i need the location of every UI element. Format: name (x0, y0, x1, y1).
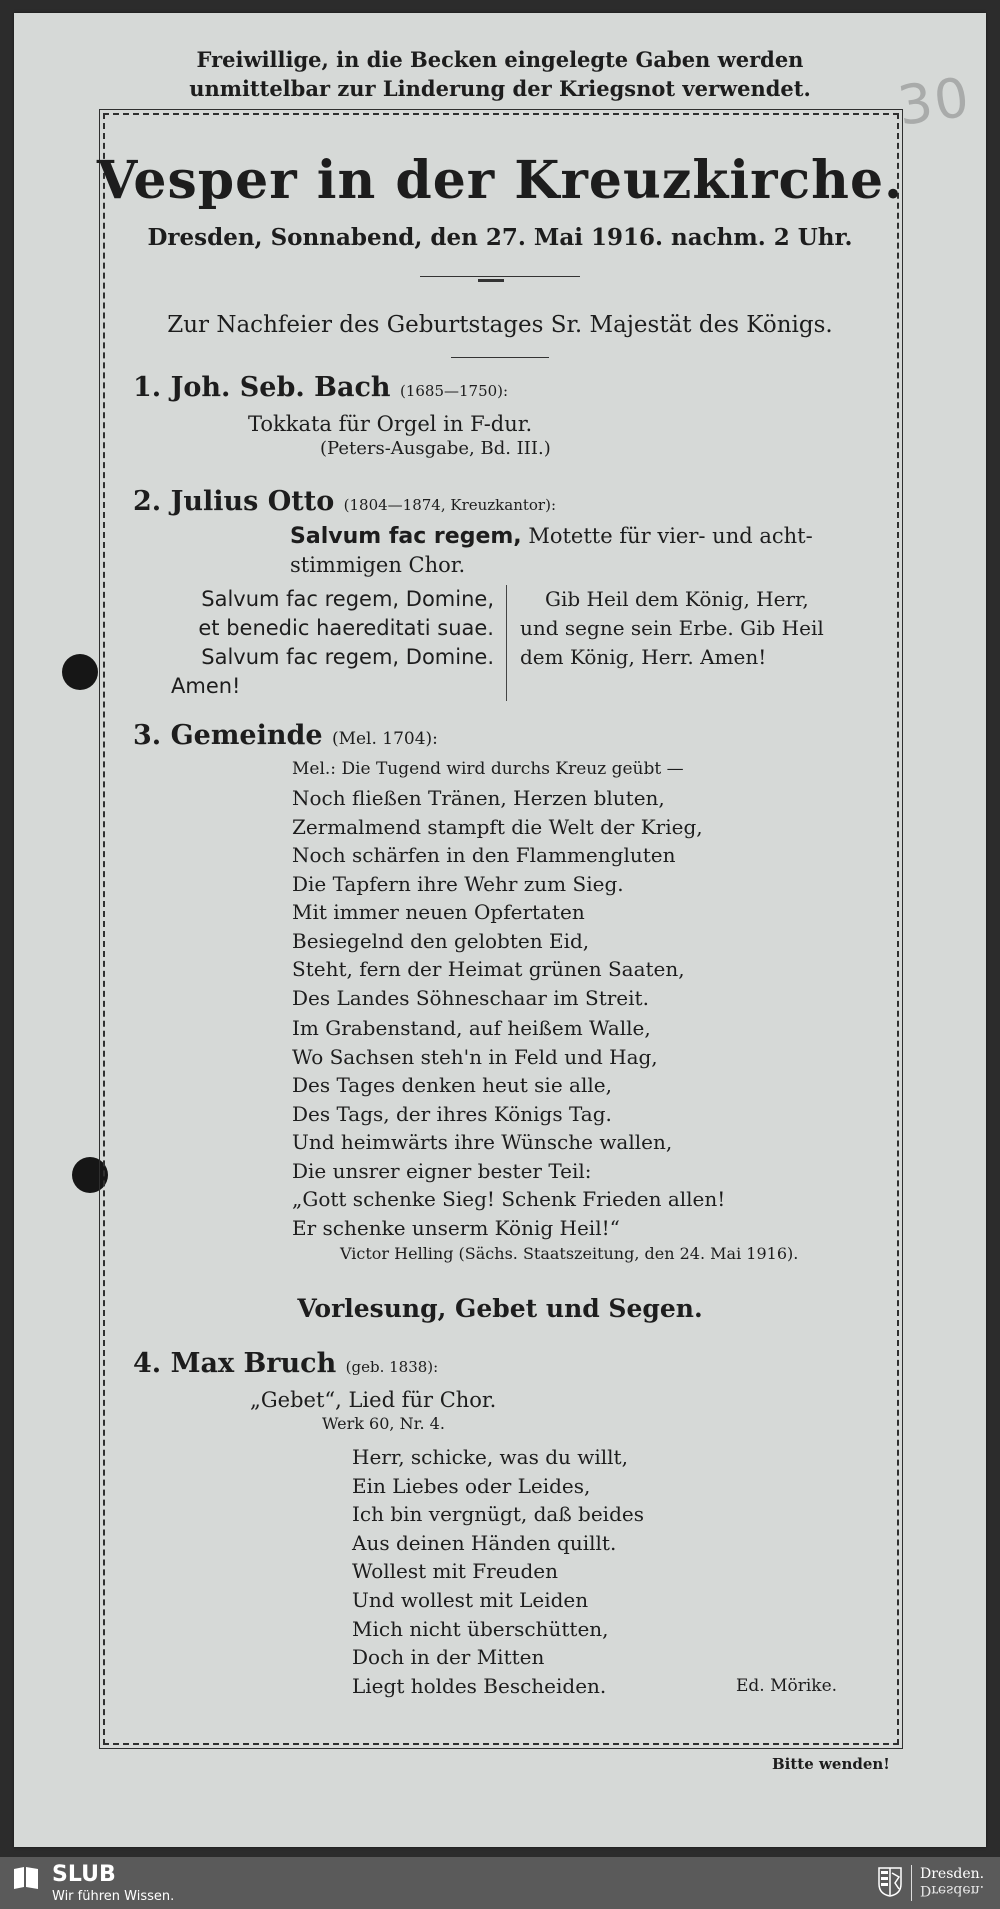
composer-dates: (1804—1874, Kreuzkantor): (343, 496, 557, 514)
item-4-opus: Werk 60, Nr. 4. (322, 1414, 445, 1433)
item-number: 2. (133, 486, 162, 517)
hymn-author: Victor Helling (Sächs. Staatszeitung, den 24. Mai 1916). (340, 1244, 799, 1263)
donation-notice-line2: unmittelbar zur Linderung der Kriegsnot verwendet. (189, 76, 811, 101)
page-title: Vesper in der Kreuzkirche. (96, 150, 904, 211)
item-1-work: Tokkata für Orgel in F-dur. (248, 412, 533, 436)
song-text (352, 1443, 644, 1700)
latin-line: et benedic haereditati suae. (198, 616, 494, 640)
item-number: 3. (133, 720, 162, 751)
composer-name: Joh. Seb. Bach (170, 372, 391, 403)
melody-line: Mel.: Die Tugend wird durchs Kreuz geübt — (292, 759, 684, 779)
composer-name: Julius Otto (170, 486, 335, 517)
latin-text (171, 585, 494, 701)
verse-line: Ein Liebes oder Leides, (352, 1473, 591, 1498)
verse-line: Er schenke unserm König Heil!“ (292, 1215, 620, 1240)
latin-line: Salvum fac regem, Domine. (201, 645, 494, 669)
city-logo-text (920, 1867, 984, 1897)
verse-line: Besiegelnd den gelobten Eid, (292, 928, 590, 953)
item-1-edition: (Peters-Ausgabe, Bd. III.) (320, 438, 551, 459)
item-2-work-line2: stimmigen Chor. (290, 553, 466, 577)
dresden-crest-icon (878, 1867, 902, 1897)
item-4-work: „Gebet“, Lied für Chor. (250, 1388, 497, 1412)
item-number: 1. (133, 372, 162, 403)
composer-dates: (1685—1750): (399, 382, 509, 400)
verse-line: Des Tags, der ihres Königs Tag. (292, 1101, 612, 1126)
city-name: Dresden. (920, 1866, 985, 1882)
punch-hole-top (62, 654, 98, 690)
slub-book-icon (12, 1866, 40, 1890)
column-divider (506, 585, 507, 701)
item-1-heading (133, 372, 508, 403)
work-description: Motette für vier- und acht- (528, 524, 813, 548)
german-line: Gib Heil dem König, Herr, (545, 587, 809, 611)
city-name-mirror: Dresden. (920, 1882, 985, 1898)
verse-line: Die unsrer eigner bester Teil: (292, 1158, 592, 1183)
verse-line: Und wollest mit Leiden (352, 1587, 589, 1612)
pencil-page-number: 30 (893, 65, 975, 138)
verse-line: Und heimwärts ihre Wünsche wallen, (292, 1130, 673, 1154)
german-line: und segne sein Erbe. Gib Heil (520, 616, 824, 640)
library-footer (0, 1857, 1000, 1909)
verse-line: Liegt holdes Bescheiden. (352, 1673, 607, 1698)
interlude-heading: Vorlesung, Gebet und Segen. (297, 1294, 703, 1323)
verse-line: Ich bin vergnügt, daß beides (352, 1502, 644, 1527)
item-3-heading (133, 720, 438, 751)
composer-dates: (geb. 1838): (345, 1358, 439, 1376)
verse-line: Noch fließen Tränen, Herzen bluten, (292, 786, 665, 810)
hymn-stanza-1 (292, 784, 703, 1012)
verse-line: Zermalmend stampft die Welt der Krieg, (292, 814, 703, 839)
occasion-line: Zur Nachfeier des Geburtstages Sr. Majestät des Königs. (167, 312, 833, 338)
poem-author: Ed. Mörike. (736, 1676, 838, 1696)
german-line: dem König, Herr. Amen! (520, 645, 767, 669)
item-2-heading (133, 486, 556, 517)
library-name: SLUB (52, 1862, 116, 1887)
verse-line: Doch in der Mitten (352, 1645, 545, 1670)
event-date: Dresden, Sonnabend, den 27. Mai 1916. nachm. 2 Uhr. (147, 224, 853, 251)
verse-line: Des Tages denken heut sie alle, (292, 1073, 612, 1097)
verse-line: Mich nicht überschütten, (352, 1616, 609, 1641)
verse-line: Im Grabenstand, auf heißem Walle, (292, 1016, 651, 1040)
divider (420, 276, 580, 277)
verse-line: Wollest mit Freuden (352, 1559, 558, 1584)
item-4-heading (133, 1348, 438, 1379)
item-2-work (290, 524, 813, 549)
divider-ornament (478, 279, 504, 282)
library-tagline: Wir führen Wissen. (52, 1889, 175, 1904)
latin-line: Salvum fac regem, Domine, (201, 587, 494, 611)
composer-name: Gemeinde (170, 720, 323, 751)
verse-line: Mit immer neuen Opfertaten (292, 900, 585, 924)
melody-number: (Mel. 1704): (331, 729, 438, 749)
footer-separator (911, 1865, 912, 1901)
work-title: Salvum fac regem, (290, 524, 522, 549)
verse-line: Aus deinen Händen quillt. (352, 1530, 617, 1555)
item-number: 4. (133, 1348, 162, 1379)
turn-page-note: Bitte wenden! (772, 1755, 890, 1773)
verse-line: Steht, fern der Heimat grünen Saaten, (292, 957, 685, 981)
donation-notice-line1: Freiwillige, in die Becken eingelegte Gaben werden (196, 47, 804, 72)
verse-line: „Gott schenke Sieg! Schenk Frieden allen! (292, 1187, 726, 1211)
verse-line: Des Landes Söhneschaar im Streit. (292, 985, 649, 1010)
divider-short (451, 357, 549, 358)
composer-name: Max Bruch (170, 1348, 337, 1379)
german-text (520, 585, 840, 672)
verse-line: Die Tapfern ihre Wehr zum Sieg. (292, 871, 624, 896)
latin-line: Amen! (171, 674, 241, 698)
verse-line: Noch schärfen in den Flammengluten (292, 843, 676, 867)
verse-line: Herr, schicke, was du willt, (352, 1445, 628, 1469)
verse-line: Wo Sachsen steh'n in Feld und Hag, (292, 1044, 658, 1069)
hymn-stanza-2 (292, 1014, 725, 1242)
